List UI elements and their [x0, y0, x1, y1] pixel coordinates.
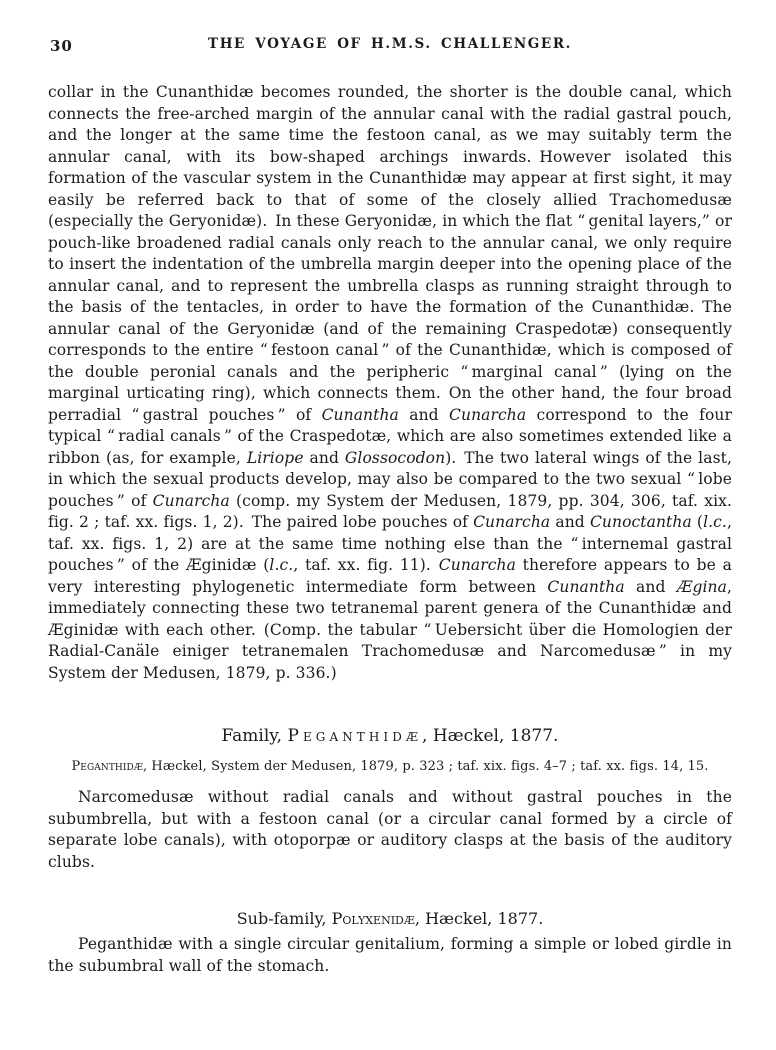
text-run: Cunantha	[321, 405, 399, 424]
text-run: ). The two lateral wings of the last, in which the sexual products develop, may also be compared to the two sexual “ lobe pouches ” of	[48, 448, 732, 510]
subfamily-description	[48, 934, 732, 977]
text-run: Cunantha	[547, 577, 625, 596]
text-run: , Hæckel, 1877.	[414, 909, 544, 928]
subfamily-heading	[48, 909, 732, 928]
text-run: and	[550, 513, 590, 531]
page-body	[48, 82, 732, 977]
text-run: Cunarcha	[449, 405, 527, 424]
text-run: , taf. xx. figs. 1, 2) are at the same time nothing else than the “ internemal gastral pouches ” of the Æginidæ (	[48, 513, 732, 574]
text-run: Peganthidæ	[71, 759, 143, 774]
family-citation	[48, 759, 732, 774]
text-run: Glossocodon	[344, 448, 446, 467]
text-run: Peganthidæ	[287, 726, 423, 746]
text-run: Family,	[221, 726, 288, 746]
text-run: Polyxenidæ	[331, 909, 415, 928]
text-run: Narcomedusæ without radial canals and without gastral pouches in the subumbrella, but with a festoon canal (or a circular canal formed by a circle of separate lobe canals), with otoporpæ or auditory clasps at the basis of the auditory clubs.	[48, 788, 732, 871]
page-header	[48, 36, 732, 56]
text-run: Sub-family,	[236, 909, 332, 928]
text-run: collar in the Cunanthidæ becomes rounded, the shorter is the double canal, which connects the free-arched margin of the annular canal with the radial gastral pouch, and the longer at the same time the festoon canal, as we may suitably term the annular canal, with its bow-shaped archings inwards. However isolated this formation of the vascular system in the Cunanthidæ may appear at first sight, it may easily be referred back to that of some of the closely allied Trachomedusæ (especially the Geryonidæ). In these Geryonidæ, in which the flat “ genital layers,” or pouch-like broadened radial canals only reach to the annular canal, we only require to insert the indentation of the umbrella margin deeper into the opening place of the annular canal, and to represent the umbrella clasps as running straight through to the basis of the tentacles, in order to have the formation of the Cunanthidæ. The annular canal of the Geryonidæ (and of the remaining Craspedotæ) consequently corresponds to the entire “ festoon canal ” of the Cunanthidæ, which is composed of the double peronial canals and the peripheric “ marginal canal ” (lying on the marginal urticating ring), which connects them. On the other hand, the four broad perradial “ gastral pouches ” of	[48, 83, 732, 424]
text-run: Cunoctantha	[589, 513, 692, 531]
text-run: Liriope	[246, 448, 304, 467]
text-run: (comp. my System der Medusen, 1879, pp. 304, 306, taf. xix. fig. 2 ; taf. xx. figs. 1, 2). The paired lobe pouches of	[48, 491, 732, 531]
text-run: therefore appears to be a very interesting phylogenetic intermediate form between	[48, 556, 732, 596]
family-description	[48, 787, 732, 873]
text-run: and	[624, 577, 677, 596]
running-title: THE VOYAGE OF H.M.S. CHALLENGER.	[208, 36, 572, 52]
text-run: Peganthidæ with a single circular genitalium, forming a simple or lobed girdle in the subumbral wall of the stomach.	[48, 935, 732, 975]
text-run: and	[303, 448, 345, 467]
page-number: 30	[50, 37, 73, 55]
text-run: Cunarcha	[152, 491, 230, 510]
text-run: correspond to the four typical “ radial canals ” of the Craspedotæ, which are also sometimes extended like a ribbon (as, for example,	[48, 405, 732, 467]
body-paragraph	[48, 82, 732, 684]
text-run: and	[398, 405, 450, 424]
text-run: , immediately connecting these two tetranemal parent genera of the Cunanthidæ and Æginidæ with each other. (Comp. the tabular “ Uebersicht über die Homologien der Radial-Canäle einiger tetranemalen Trachomedusæ and Narcomedusæ ” in my System der Medusen, 1879, p. 336.)	[48, 577, 732, 682]
text-run: Cunarcha	[473, 513, 551, 531]
text-run: , Hæckel, 1877.	[422, 726, 559, 746]
text-run: l.c.	[269, 556, 294, 574]
text-run: Ægina	[676, 577, 727, 596]
text-run: , taf. xx. fig. 11).	[293, 556, 439, 574]
text-run: , Hæckel, System der Medusen, 1879, p. 323 ; taf. xix. figs. 4–7 ; taf. xx. figs. 14, 15.	[142, 759, 709, 774]
family-heading	[48, 726, 732, 746]
text-run: l.c.	[703, 513, 727, 531]
text-run: (	[691, 513, 704, 531]
text-run: Cunarcha	[438, 556, 516, 574]
